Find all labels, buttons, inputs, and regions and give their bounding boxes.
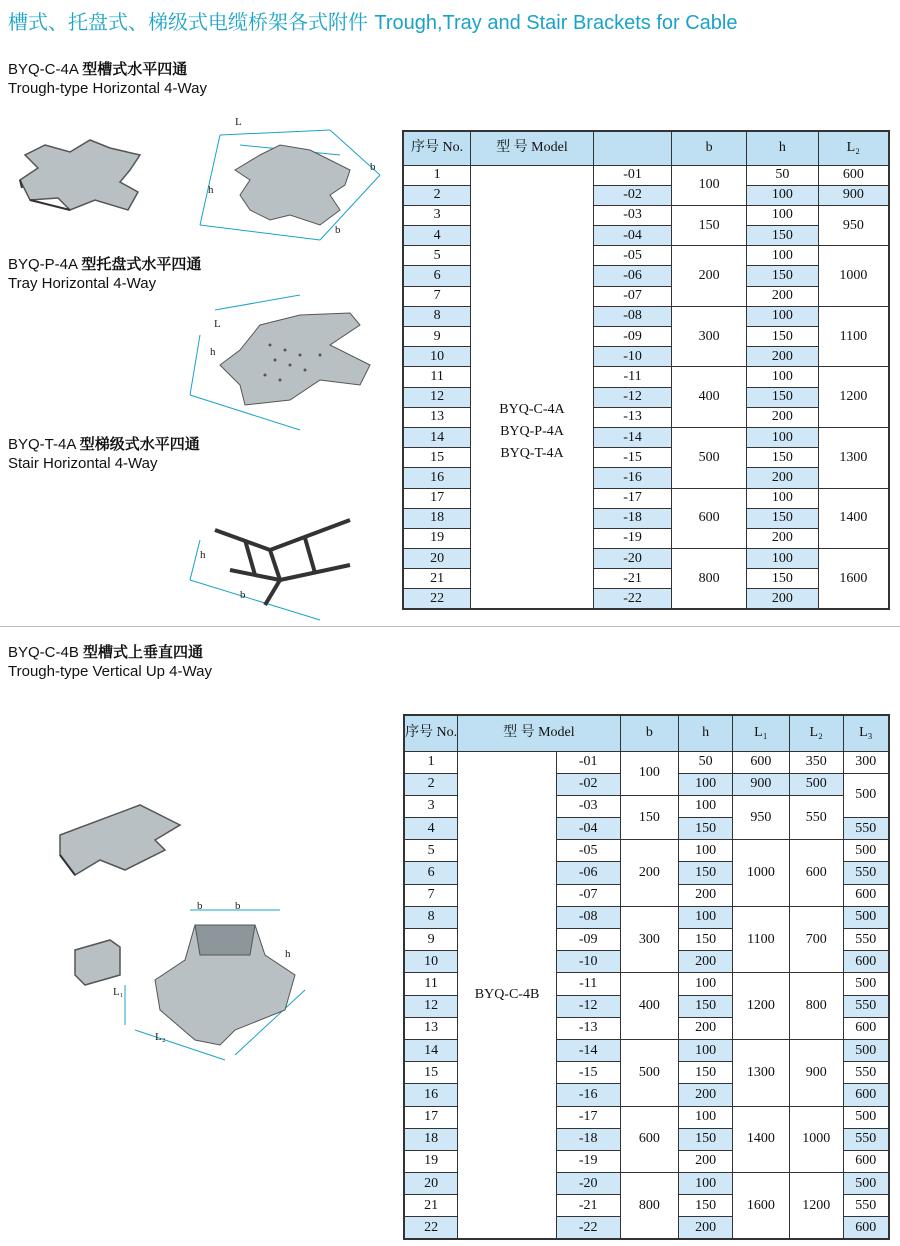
row-suffix: -08 — [593, 306, 672, 326]
row-suffix: -21 — [593, 569, 672, 589]
section-name-cn: 型槽式水平四通 — [82, 61, 188, 78]
header-h: h — [747, 131, 819, 165]
row-suffix: -15 — [556, 1062, 620, 1084]
header-model: 型 号 Model — [471, 131, 593, 165]
row-suffix: -03 — [593, 205, 672, 225]
table-row — [403, 165, 889, 185]
row-no: 15 — [403, 448, 471, 468]
b-value: 500 — [672, 427, 747, 488]
row-suffix: -07 — [593, 286, 672, 306]
row-no: 6 — [403, 266, 471, 286]
row-no: 16 — [403, 468, 471, 488]
h-value: 100 — [747, 185, 819, 205]
row-suffix: -01 — [593, 165, 672, 185]
b-value: 400 — [672, 367, 747, 428]
row-no: 11 — [404, 973, 458, 995]
header-l1: L₁ — [733, 715, 790, 751]
row-no: 20 — [403, 549, 471, 569]
l3-value: 500 — [843, 840, 889, 862]
header-l2: L₂ — [818, 131, 889, 165]
dim-label-l: L — [235, 116, 242, 128]
l3-value: 550 — [843, 862, 889, 884]
row-no: 22 — [404, 1217, 458, 1239]
row-suffix: -16 — [593, 468, 672, 488]
l2-value: 950 — [818, 205, 889, 245]
h-value: 200 — [747, 407, 819, 427]
h-value: 200 — [679, 1084, 733, 1106]
b-value: 800 — [672, 549, 747, 610]
row-suffix: -19 — [593, 528, 672, 548]
row-no: 5 — [403, 246, 471, 266]
row-no: 7 — [403, 286, 471, 306]
row-no: 22 — [403, 589, 471, 609]
dim-label-l1: L₁ — [113, 986, 124, 998]
b-value: 150 — [672, 205, 747, 245]
b-value: 150 — [620, 795, 679, 839]
trough-4way-photo — [10, 130, 150, 220]
trough-4way-dimension-diagram — [180, 115, 395, 255]
section-code: BYQ-C-4A — [8, 61, 79, 78]
header-l2: L₂ — [789, 715, 843, 751]
l2-value: 600 — [789, 840, 843, 907]
row-suffix: -03 — [556, 795, 620, 817]
h-value: 200 — [679, 1217, 733, 1239]
row-no: 17 — [403, 488, 471, 508]
row-no: 5 — [404, 840, 458, 862]
dim-label-b2: b — [335, 224, 341, 236]
page-header — [8, 6, 737, 35]
l2-value: 1400 — [818, 488, 889, 549]
section-name-cn: 型槽式上垂直四通 — [83, 644, 204, 661]
row-no: 3 — [404, 795, 458, 817]
h-value: 100 — [679, 1173, 733, 1195]
row-suffix: -22 — [556, 1217, 620, 1239]
header-no: 序号 No. — [404, 715, 458, 751]
b-value: 400 — [620, 973, 679, 1040]
l2-value: 1000 — [789, 1106, 843, 1173]
l1-value: 600 — [733, 751, 790, 773]
b-value: 300 — [620, 906, 679, 973]
row-suffix: -21 — [556, 1195, 620, 1217]
l3-value: 500 — [843, 973, 889, 995]
l3-value: 500 — [843, 1173, 889, 1195]
row-no: 1 — [404, 751, 458, 773]
h-value: 150 — [679, 995, 733, 1017]
model-name: BYQ-P-4A — [500, 423, 564, 439]
row-no: 10 — [403, 347, 471, 367]
row-suffix: -18 — [556, 1128, 620, 1150]
row-suffix: -10 — [556, 951, 620, 973]
dim-label-b: b — [240, 589, 246, 601]
model-names — [471, 165, 593, 609]
section-name-en: Stair Horizontal 4-Way — [8, 455, 158, 472]
h-value: 150 — [747, 226, 819, 246]
h-value: 100 — [679, 795, 733, 817]
dim-label-h: h — [285, 948, 291, 960]
h-value: 200 — [679, 1017, 733, 1039]
l1-value: 900 — [733, 773, 790, 795]
l3-value: 500 — [843, 1039, 889, 1061]
b-value: 200 — [672, 246, 747, 307]
model-name: BYQ-T-4A — [500, 445, 564, 461]
b-value: 100 — [620, 751, 679, 795]
row-no: 4 — [404, 818, 458, 840]
row-no: 9 — [403, 327, 471, 347]
l2-value: 1200 — [789, 1173, 843, 1240]
row-suffix: -07 — [556, 884, 620, 906]
l2-value: 1300 — [818, 427, 889, 488]
row-no: 7 — [404, 884, 458, 906]
h-value: 100 — [747, 246, 819, 266]
row-suffix: -18 — [593, 508, 672, 528]
dim-label-h: h — [210, 346, 216, 358]
b-value: 600 — [672, 488, 747, 549]
section-name-cn: 型托盘式水平四通 — [81, 256, 202, 273]
row-suffix: -06 — [556, 862, 620, 884]
row-no: 2 — [404, 773, 458, 795]
row-no: 20 — [404, 1173, 458, 1195]
l3-value: 500 — [843, 1106, 889, 1128]
l3-value: 600 — [843, 1150, 889, 1172]
l3-value: 600 — [843, 1017, 889, 1039]
h-value: 150 — [747, 569, 819, 589]
h-value: 50 — [679, 751, 733, 773]
model-name: BYQ-C-4A — [499, 401, 565, 417]
h-value: 150 — [679, 1195, 733, 1217]
l2-value: 1600 — [818, 549, 889, 610]
b-value: 600 — [620, 1106, 679, 1173]
h-value: 100 — [679, 773, 733, 795]
h-value: 100 — [679, 906, 733, 928]
row-suffix: -04 — [556, 818, 620, 840]
header-suffix — [593, 131, 672, 165]
row-no: 1 — [403, 165, 471, 185]
h-value: 150 — [679, 929, 733, 951]
h-value: 100 — [747, 306, 819, 326]
row-suffix: -15 — [593, 448, 672, 468]
l3-value: 600 — [843, 1217, 889, 1239]
row-suffix: -04 — [593, 226, 672, 246]
b-value: 800 — [620, 1173, 679, 1240]
h-value: 100 — [747, 367, 819, 387]
row-no: 14 — [403, 427, 471, 447]
l3-value: 600 — [843, 951, 889, 973]
b-value: 200 — [620, 840, 679, 907]
l3-value: 550 — [843, 1128, 889, 1150]
row-suffix: -05 — [593, 246, 672, 266]
section-title-4a-stair — [8, 435, 200, 473]
l3-value: 550 — [843, 1062, 889, 1084]
row-suffix: -01 — [556, 751, 620, 773]
row-no: 15 — [404, 1062, 458, 1084]
l1-value: 1300 — [733, 1039, 790, 1106]
row-no: 4 — [403, 226, 471, 246]
model-name: BYQ-C-4B — [458, 751, 557, 1239]
l2-value: 900 — [789, 1039, 843, 1106]
row-suffix: -02 — [556, 773, 620, 795]
h-value: 200 — [747, 286, 819, 306]
header-model: 型 号 Model — [458, 715, 620, 751]
h-value: 200 — [747, 528, 819, 548]
row-no: 13 — [404, 1017, 458, 1039]
h-value: 100 — [679, 1106, 733, 1128]
row-suffix: -09 — [556, 929, 620, 951]
row-suffix: -14 — [556, 1039, 620, 1061]
h-value: 150 — [679, 1128, 733, 1150]
row-suffix: -14 — [593, 427, 672, 447]
row-suffix: -12 — [593, 387, 672, 407]
dim-label-h: h — [200, 549, 206, 561]
l2-value: 1200 — [818, 367, 889, 428]
row-no: 16 — [404, 1084, 458, 1106]
section-code: BYQ-C-4B — [8, 644, 79, 661]
h-value: 100 — [679, 973, 733, 995]
row-no: 21 — [403, 569, 471, 589]
h-value: 100 — [747, 205, 819, 225]
dim-label-h: h — [208, 184, 214, 196]
row-no: 2 — [403, 185, 471, 205]
l1-value: 1200 — [733, 973, 790, 1040]
h-value: 100 — [747, 488, 819, 508]
row-suffix: -13 — [593, 407, 672, 427]
b-value: 500 — [620, 1039, 679, 1106]
row-suffix: -05 — [556, 840, 620, 862]
row-no: 8 — [404, 906, 458, 928]
l2-value: 1000 — [818, 246, 889, 307]
trough-4way-vertical-dimension-diagram — [105, 895, 330, 1065]
row-suffix: -13 — [556, 1017, 620, 1039]
row-suffix: -12 — [556, 995, 620, 1017]
row-no: 8 — [403, 306, 471, 326]
l2-value: 1100 — [818, 306, 889, 367]
stair-4way-dimension-diagram — [170, 480, 395, 625]
h-value: 150 — [747, 266, 819, 286]
row-no: 12 — [403, 387, 471, 407]
h-value: 150 — [747, 327, 819, 347]
header-b: b — [672, 131, 747, 165]
l2-value: 800 — [789, 973, 843, 1040]
dim-label-l: L — [214, 318, 221, 330]
row-suffix: -16 — [556, 1084, 620, 1106]
h-value: 150 — [747, 508, 819, 528]
l2-value: 350 — [789, 751, 843, 773]
row-no: 6 — [404, 862, 458, 884]
row-suffix: -10 — [593, 347, 672, 367]
h-value: 150 — [747, 387, 819, 407]
section-name-en: Trough-type Vertical Up 4-Way — [8, 663, 212, 680]
h-value: 200 — [747, 589, 819, 609]
header-no: 序号 No. — [403, 131, 471, 165]
h-value: 50 — [747, 165, 819, 185]
h-value: 150 — [679, 1062, 733, 1084]
section-code: BYQ-T-4A — [8, 436, 76, 453]
l3-value: 600 — [843, 884, 889, 906]
header-title-en: Trough,Tray and Stair Brackets for Cable — [374, 12, 738, 34]
l1-value: 1400 — [733, 1106, 790, 1173]
row-no: 13 — [403, 407, 471, 427]
h-value: 200 — [679, 884, 733, 906]
l3-value: 600 — [843, 1084, 889, 1106]
row-no: 18 — [404, 1128, 458, 1150]
row-suffix: -22 — [593, 589, 672, 609]
section-name-en: Trough-type Horizontal 4-Way — [8, 80, 207, 97]
h-value: 150 — [679, 818, 733, 840]
b-value: 300 — [672, 306, 747, 367]
row-no: 11 — [403, 367, 471, 387]
l3-value: 550 — [843, 1195, 889, 1217]
row-suffix: -11 — [593, 367, 672, 387]
h-value: 100 — [747, 549, 819, 569]
section-name-cn: 型梯级式水平四通 — [79, 436, 200, 453]
row-suffix: -09 — [593, 327, 672, 347]
row-suffix: -02 — [593, 185, 672, 205]
h-value: 100 — [679, 1039, 733, 1061]
dim-label-l2: L₂ — [155, 1031, 166, 1043]
row-no: 19 — [403, 528, 471, 548]
h-value: 150 — [679, 862, 733, 884]
h-value: 200 — [679, 1150, 733, 1172]
row-no: 10 — [404, 951, 458, 973]
section-title-4a-trough — [8, 60, 207, 98]
l1-value: 1100 — [733, 906, 790, 973]
l2-value: 500 — [789, 773, 843, 795]
section-code: BYQ-P-4A — [8, 256, 78, 273]
tray-4way-dimension-diagram — [170, 285, 395, 435]
row-no: 9 — [404, 929, 458, 951]
row-no: 17 — [404, 1106, 458, 1128]
row-suffix: -20 — [593, 549, 672, 569]
row-no: 21 — [404, 1195, 458, 1217]
table-row — [404, 751, 889, 773]
row-no: 19 — [404, 1150, 458, 1172]
spec-table-4b — [403, 714, 890, 1240]
l1-value: 1600 — [733, 1173, 790, 1240]
l3-value: 300 — [843, 751, 889, 773]
h-value: 100 — [747, 427, 819, 447]
row-no: 14 — [404, 1039, 458, 1061]
dim-label-b2: b — [235, 900, 241, 912]
row-suffix: -17 — [593, 488, 672, 508]
h-value: 200 — [747, 347, 819, 367]
header-h: h — [679, 715, 733, 751]
h-value: 200 — [679, 951, 733, 973]
l3-value: 550 — [843, 929, 889, 951]
row-suffix: -08 — [556, 906, 620, 928]
l3-value: 500 — [843, 773, 889, 817]
dim-label-b: b — [370, 161, 376, 173]
row-suffix: -20 — [556, 1173, 620, 1195]
dim-label-b: b — [197, 900, 203, 912]
b-value: 100 — [672, 165, 747, 205]
l2-value: 700 — [789, 906, 843, 973]
h-value: 100 — [679, 840, 733, 862]
row-suffix: -06 — [593, 266, 672, 286]
l3-value: 500 — [843, 906, 889, 928]
h-value: 150 — [747, 448, 819, 468]
header-b: b — [620, 715, 679, 751]
header-l3: L₃ — [843, 715, 889, 751]
row-suffix: -19 — [556, 1150, 620, 1172]
trough-tee-photo — [55, 800, 185, 885]
section-title-4b-trough — [8, 643, 212, 681]
row-no: 18 — [403, 508, 471, 528]
l2-value: 900 — [818, 185, 889, 205]
spec-table-4a — [402, 130, 890, 610]
l3-value: 550 — [843, 995, 889, 1017]
l1-value: 950 — [733, 795, 790, 839]
l2-value: 600 — [818, 165, 889, 185]
h-value: 200 — [747, 468, 819, 488]
row-no: 3 — [403, 205, 471, 225]
l3-value: 550 — [843, 818, 889, 840]
row-no: 12 — [404, 995, 458, 1017]
l1-value: 1000 — [733, 840, 790, 907]
row-suffix: -17 — [556, 1106, 620, 1128]
header-title-cn: 槽式、托盘式、梯级式电缆桥架各式附件 — [8, 10, 368, 34]
section-divider — [0, 626, 900, 627]
l2-value: 550 — [789, 795, 843, 839]
row-suffix: -11 — [556, 973, 620, 995]
section-name-en: Tray Horizontal 4-Way — [8, 275, 157, 292]
